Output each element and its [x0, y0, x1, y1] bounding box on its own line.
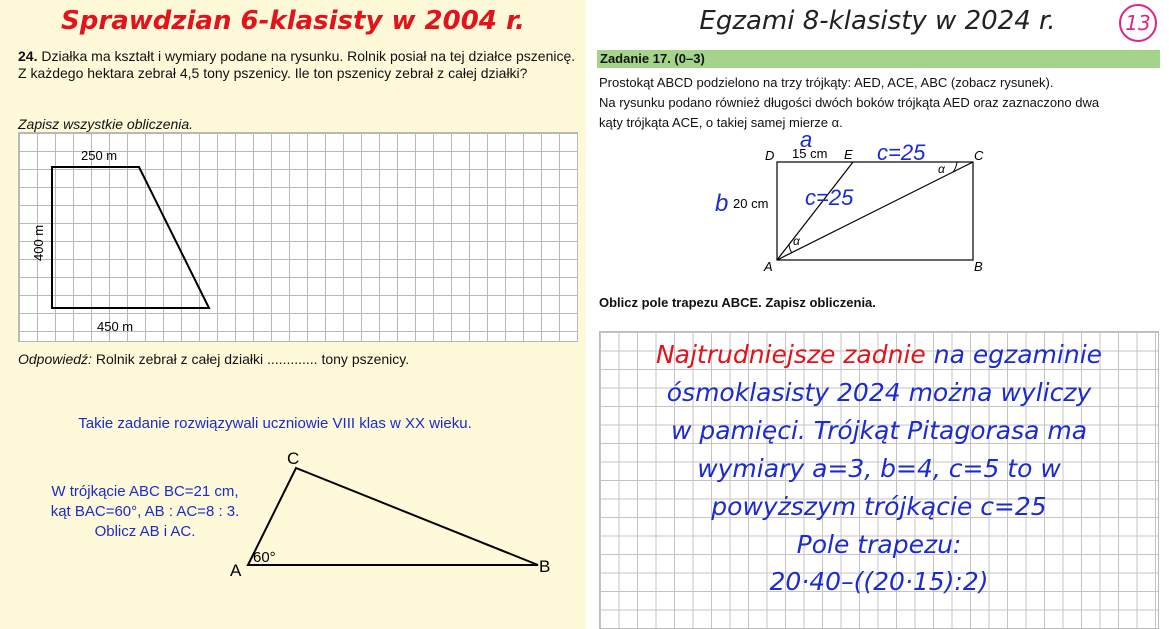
de-length-label: 15 cm [792, 146, 828, 161]
handwriting-line-4: wymiary a=3, b=4, c=5 to w [697, 454, 1061, 483]
historical-note: Takie zadanie rozwiązywali uczniowie VIII klas w XX wieku. [78, 415, 472, 432]
task-body: Działka ma kształt i wymiary podane na rysunku. Rolnik posiał na tej działce pszenicę. Z każdego hektara zebrał 4,5 tony pszenicy. Ile ton pszenicy zebrał z całej działki? [18, 48, 576, 81]
task-17-header-bar [597, 50, 1160, 68]
hand-b-label: b [715, 190, 729, 217]
triangle-task-line-1: W trójkącie ABC BC=21 cm, [51, 483, 239, 500]
handwriting-line-7: 20·40–((20·15):2) [769, 567, 989, 596]
task-17-line-1: Prostokąt ABCD podzielono na trzy trójkąty: AED, ACE, ABC (zobacz rysunek). [599, 75, 1054, 90]
vertex-c-label-r: C [974, 148, 984, 163]
alpha-c-label: α [938, 162, 945, 176]
hand-c-top-label: c=25 [877, 140, 926, 165]
triangle-abc-shape [248, 468, 538, 565]
vertex-e-label: E [844, 147, 853, 162]
task-17-line-2: Na rysunku podano również długości dwóch boków trójkąta AED oraz zaznaczono dwa [599, 95, 1100, 110]
angle-60-label: 60° [253, 549, 276, 566]
task-24-text [18, 48, 578, 82]
task-17-header: Zadanie 17. (0–3) [600, 51, 705, 66]
handwriting-line-6: Pole trapezu: [796, 530, 962, 559]
vertex-b-label-r: B [974, 259, 983, 274]
trapezoid-figure [19, 133, 579, 343]
alpha-a-label: α [793, 234, 800, 248]
handwriting-line-1 [599, 340, 1159, 369]
vertex-d-label: D [765, 148, 775, 163]
trapezoid-top-label: 250 m [81, 148, 118, 163]
answer-grid-left [18, 132, 578, 342]
left-title: Sprawdzian 6-klasisty w 2004 r. [61, 6, 525, 36]
hand-a-label: a [800, 127, 813, 152]
task-17-question: Oblicz pole trapezu ABCE. Zapisz obliczenia. [599, 295, 876, 310]
answer-text: Rolnik zebrał z całej działki ............. tony pszenicy. [95, 351, 410, 367]
ad-length-label: 20 cm [733, 196, 769, 211]
rectangle-abcd-figure [690, 125, 1020, 275]
vertex-a-label-r: A [764, 259, 773, 274]
handwriting-line-5: powyższym trójkącie c=25 [711, 492, 1047, 521]
segment-ae [777, 162, 853, 260]
vertex-c-label: C [287, 449, 300, 468]
task-instruction: Zapisz wszystkie obliczenia. [18, 116, 194, 132]
segment-ac [777, 162, 973, 260]
trapezoid-shape [52, 167, 209, 308]
task-17-text [599, 73, 1159, 133]
hand-c-diag-label: c=25 [805, 185, 854, 210]
handwriting-line-3: w pamięci. Trójkąt Pitagorasa ma [670, 416, 1088, 445]
task-number: 24. [18, 48, 38, 64]
task-17-line-3: kąty trójkąta ACE, o takiej samej mierze α. [599, 115, 843, 130]
triangle-task-line-3: Oblicz AB i AC. [94, 523, 196, 540]
trapezoid-bottom-label: 450 m [97, 319, 134, 334]
trapezoid-side-label: 400 m [31, 224, 46, 261]
angle-arc-a [789, 244, 792, 253]
handwriting-line-1-rest: na egzaminie [925, 340, 1103, 369]
handwriting-line-2: ósmoklasisty 2024 można wyliczy [666, 378, 1092, 407]
triangle-task-line-2: kąt BAC=60°, AB : AC=8 : 3. [50, 503, 240, 520]
handwriting-highlight: Najtrudniejsze zadnie [655, 340, 926, 369]
right-title: Egzami 8-klasisty w 2024 r. [699, 6, 1056, 36]
vertex-b-label: B [539, 557, 551, 576]
vertex-a-label: A [230, 561, 242, 580]
answer-prefix: Odpowiedź: [18, 351, 92, 367]
page-number-badge: 13 [1119, 4, 1157, 42]
answer-line [18, 351, 409, 368]
triangle-abc-figure [220, 445, 560, 585]
